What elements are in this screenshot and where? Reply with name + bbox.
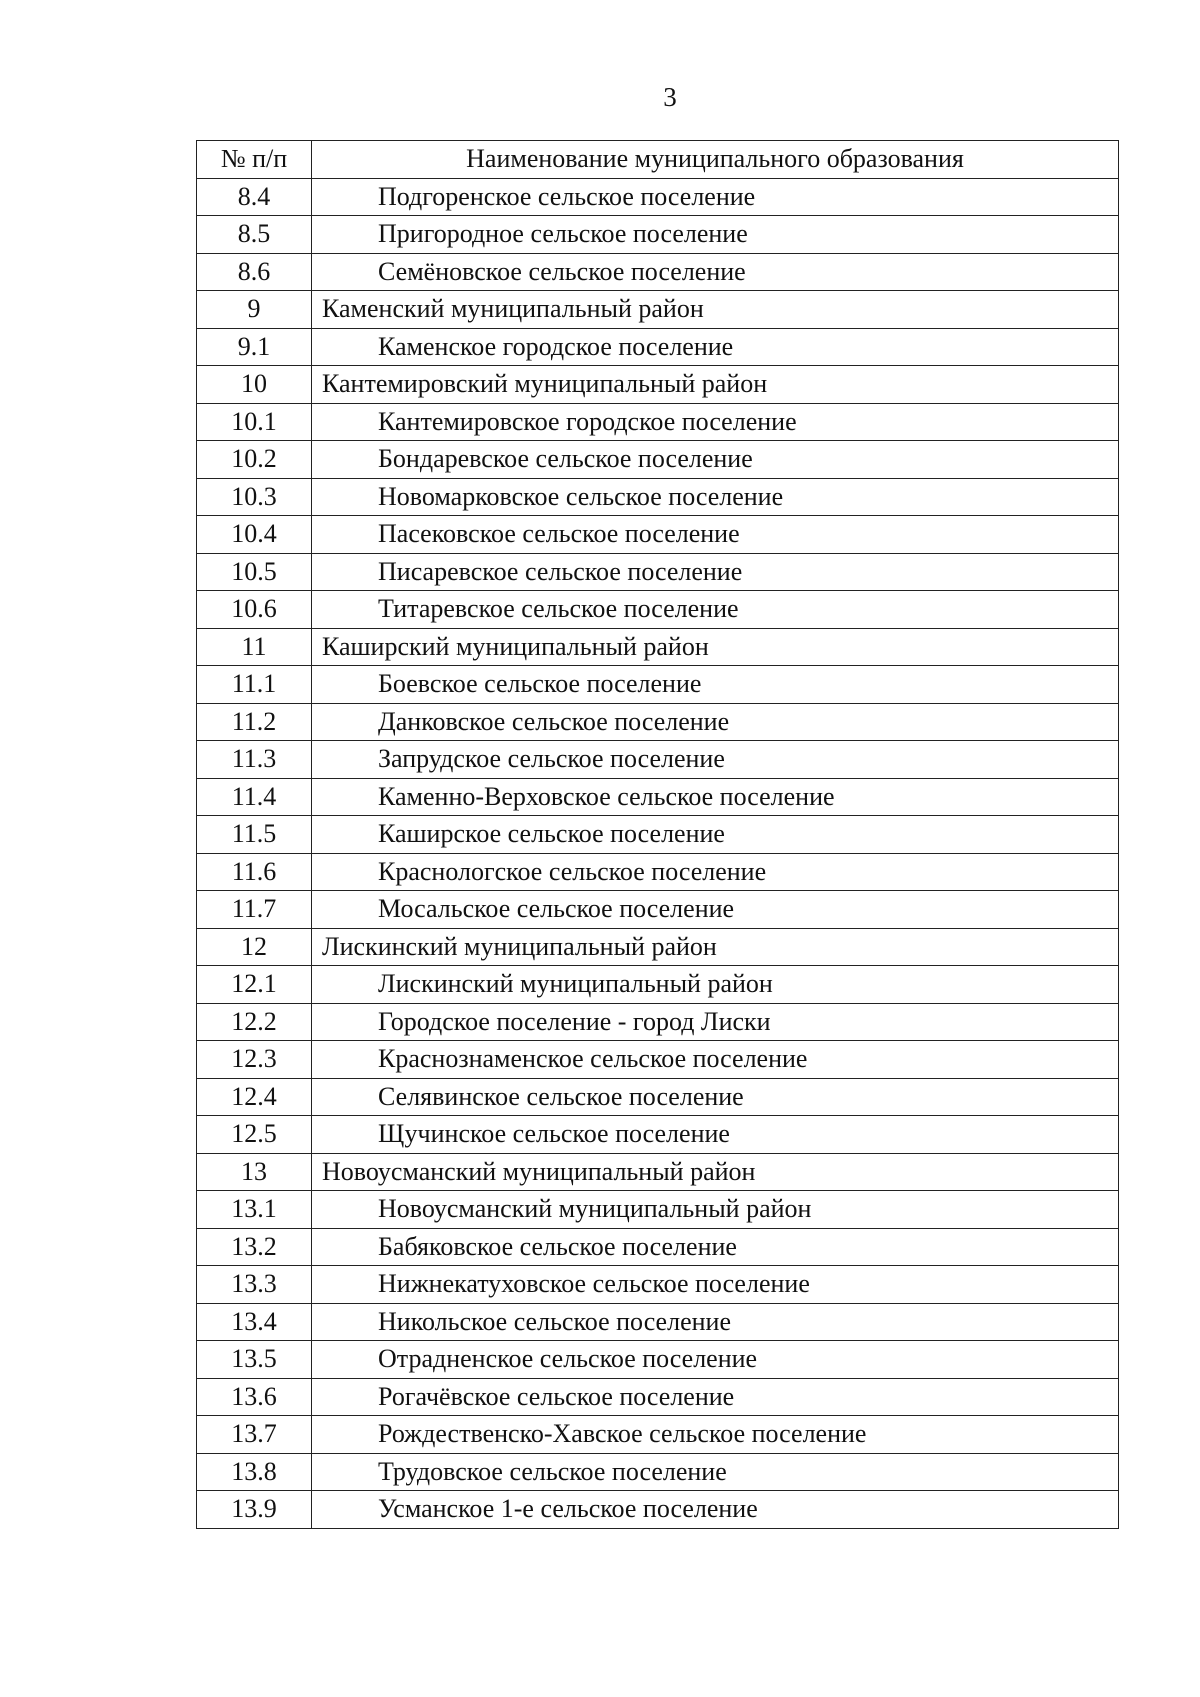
row-name-cell: Лискинский муниципальный район <box>312 966 1119 1004</box>
row-number-cell: 12.2 <box>197 1003 312 1041</box>
settlement-row <box>197 1003 1119 1041</box>
settlement-row <box>197 1191 1119 1229</box>
row-number-cell: 13.1 <box>197 1191 312 1229</box>
settlement-row <box>197 1266 1119 1304</box>
settlement-row <box>197 553 1119 591</box>
row-name-cell: Пасековское сельское поселение <box>312 516 1119 554</box>
settlement-row <box>197 403 1119 441</box>
district-row <box>197 291 1119 329</box>
row-name-cell: Новоусманский муниципальный район <box>312 1191 1119 1229</box>
row-number-cell: 13.9 <box>197 1491 312 1529</box>
column-header-number: № п/п <box>197 141 312 179</box>
row-number-cell: 10.4 <box>197 516 312 554</box>
settlement-row <box>197 891 1119 929</box>
row-number-cell: 10.1 <box>197 403 312 441</box>
settlement-row <box>197 853 1119 891</box>
row-name-cell: Семёновское сельское поселение <box>312 253 1119 291</box>
row-name-cell: Усманское 1-е сельское поселение <box>312 1491 1119 1529</box>
row-name-cell: Отрадненское сельское поселение <box>312 1341 1119 1379</box>
row-name-cell: Кантемировский муниципальный район <box>312 366 1119 404</box>
municipalities-table <box>196 140 1119 1529</box>
settlement-row <box>197 816 1119 854</box>
row-name-cell: Данковское сельское поселение <box>312 703 1119 741</box>
row-number-cell: 11.5 <box>197 816 312 854</box>
settlement-row <box>197 516 1119 554</box>
row-name-cell: Краснологское сельское поселение <box>312 853 1119 891</box>
row-name-cell: Бондаревское сельское поселение <box>312 441 1119 479</box>
settlement-row <box>197 1078 1119 1116</box>
row-number-cell: 11.6 <box>197 853 312 891</box>
row-name-cell: Каширский муниципальный район <box>312 628 1119 666</box>
settlement-row <box>197 666 1119 704</box>
row-number-cell: 12 <box>197 928 312 966</box>
settlement-row <box>197 441 1119 479</box>
row-name-cell: Новомарковское сельское поселение <box>312 478 1119 516</box>
settlement-row <box>197 1416 1119 1454</box>
district-row <box>197 928 1119 966</box>
settlement-row <box>197 1341 1119 1379</box>
table-body <box>197 178 1119 1528</box>
row-number-cell: 8.4 <box>197 178 312 216</box>
settlement-row <box>197 703 1119 741</box>
row-name-cell: Селявинское сельское поселение <box>312 1078 1119 1116</box>
row-name-cell: Писаревское сельское поселение <box>312 553 1119 591</box>
row-name-cell: Новоусманский муниципальный район <box>312 1153 1119 1191</box>
row-name-cell: Бабяковское сельское поселение <box>312 1228 1119 1266</box>
row-number-cell: 8.6 <box>197 253 312 291</box>
settlement-row <box>197 216 1119 254</box>
row-number-cell: 11.2 <box>197 703 312 741</box>
row-number-cell: 11.1 <box>197 666 312 704</box>
settlement-row <box>197 741 1119 779</box>
row-number-cell: 11.3 <box>197 741 312 779</box>
settlement-row <box>197 778 1119 816</box>
settlement-row <box>197 328 1119 366</box>
settlement-row <box>197 1041 1119 1079</box>
table-header-row <box>197 141 1119 179</box>
row-number-cell: 13.5 <box>197 1341 312 1379</box>
row-number-cell: 13 <box>197 1153 312 1191</box>
row-name-cell: Запрудское сельское поселение <box>312 741 1119 779</box>
settlement-row <box>197 966 1119 1004</box>
settlement-row <box>197 1491 1119 1529</box>
row-number-cell: 10.2 <box>197 441 312 479</box>
row-number-cell: 10.5 <box>197 553 312 591</box>
settlement-row <box>197 478 1119 516</box>
row-name-cell: Рождественско-Хавское сельское поселение <box>312 1416 1119 1454</box>
row-number-cell: 9 <box>197 291 312 329</box>
row-number-cell: 10 <box>197 366 312 404</box>
settlement-row <box>197 178 1119 216</box>
row-number-cell: 13.4 <box>197 1303 312 1341</box>
district-row <box>197 628 1119 666</box>
row-name-cell: Щучинское сельское поселение <box>312 1116 1119 1154</box>
row-name-cell: Нижнекатуховское сельское поселение <box>312 1266 1119 1304</box>
row-name-cell: Каменский муниципальный район <box>312 291 1119 329</box>
settlement-row <box>197 253 1119 291</box>
district-row <box>197 1153 1119 1191</box>
row-name-cell: Пригородное сельское поселение <box>312 216 1119 254</box>
row-name-cell: Трудовское сельское поселение <box>312 1453 1119 1491</box>
settlement-row <box>197 1303 1119 1341</box>
row-number-cell: 9.1 <box>197 328 312 366</box>
row-name-cell: Лискинский муниципальный район <box>312 928 1119 966</box>
row-name-cell: Никольское сельское поселение <box>312 1303 1119 1341</box>
row-number-cell: 13.6 <box>197 1378 312 1416</box>
row-name-cell: Кантемировское городское поселение <box>312 403 1119 441</box>
settlement-row <box>197 1116 1119 1154</box>
settlement-row <box>197 1378 1119 1416</box>
column-header-name: Наименование муниципального образования <box>312 141 1119 179</box>
row-number-cell: 13.2 <box>197 1228 312 1266</box>
row-number-cell: 13.8 <box>197 1453 312 1491</box>
row-number-cell: 10.3 <box>197 478 312 516</box>
settlement-row <box>197 1228 1119 1266</box>
row-name-cell: Каширское сельское поселение <box>312 816 1119 854</box>
row-name-cell: Титаревское сельское поселение <box>312 591 1119 629</box>
row-number-cell: 12.1 <box>197 966 312 1004</box>
page-number: 3 <box>663 82 677 112</box>
row-number-cell: 12.4 <box>197 1078 312 1116</box>
row-name-cell: Мосальское сельское поселение <box>312 891 1119 929</box>
row-number-cell: 13.3 <box>197 1266 312 1304</box>
row-number-cell: 11.4 <box>197 778 312 816</box>
row-name-cell: Боевское сельское поселение <box>312 666 1119 704</box>
row-number-cell: 10.6 <box>197 591 312 629</box>
row-number-cell: 12.3 <box>197 1041 312 1079</box>
district-row <box>197 366 1119 404</box>
row-name-cell: Подгоренское сельское поселение <box>312 178 1119 216</box>
row-name-cell: Краснознаменское сельское поселение <box>312 1041 1119 1079</box>
settlement-row <box>197 591 1119 629</box>
row-number-cell: 8.5 <box>197 216 312 254</box>
row-number-cell: 11.7 <box>197 891 312 929</box>
row-number-cell: 11 <box>197 628 312 666</box>
row-name-cell: Городское поселение - город Лиски <box>312 1003 1119 1041</box>
row-name-cell: Рогачёвское сельское поселение <box>312 1378 1119 1416</box>
settlement-row <box>197 1453 1119 1491</box>
row-name-cell: Каменское городское поселение <box>312 328 1119 366</box>
row-number-cell: 12.5 <box>197 1116 312 1154</box>
row-name-cell: Каменно-Верховское сельское поселение <box>312 778 1119 816</box>
row-number-cell: 13.7 <box>197 1416 312 1454</box>
